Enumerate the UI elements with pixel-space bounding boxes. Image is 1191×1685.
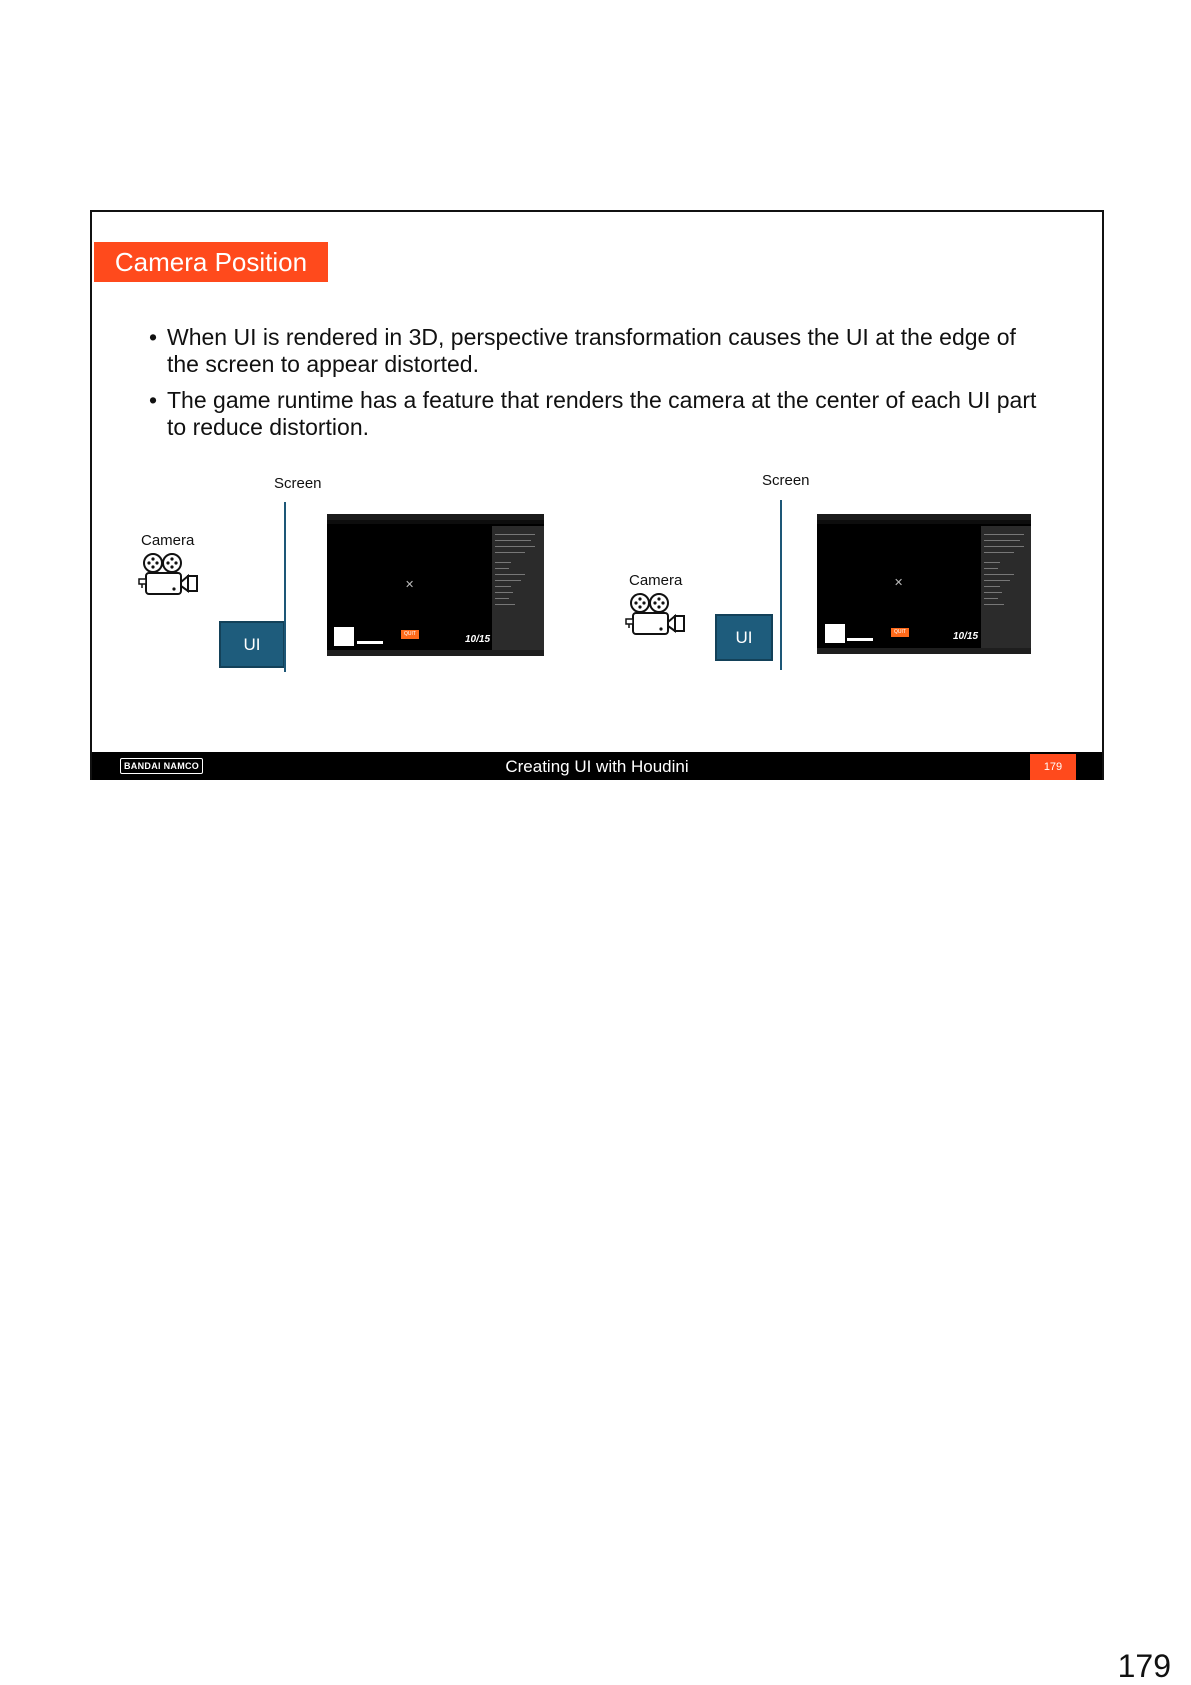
- quit-button: QUIT: [891, 628, 909, 637]
- bullet-list: [147, 324, 1047, 450]
- camera-icon: [137, 552, 203, 596]
- game-screenshot: [327, 514, 544, 656]
- menu-bar: [327, 520, 544, 524]
- bullet-dot-icon: •: [149, 387, 158, 413]
- crosshair-icon: ✕: [894, 577, 904, 589]
- bullet-item: [147, 324, 1047, 378]
- page-number: 179: [1117, 1648, 1171, 1684]
- screen-plane-line: [780, 500, 782, 670]
- footer-title: Creating UI with Houdini: [505, 757, 689, 776]
- properties-panel: [492, 526, 544, 650]
- menu-bar: [817, 520, 1031, 524]
- slide-title: Camera Position: [94, 242, 328, 282]
- bandai-namco-logo: BANDAI NAMCO: [120, 758, 203, 774]
- ui-square: [334, 627, 354, 646]
- fps-counter: 10/15: [465, 634, 491, 645]
- bullet-text: The game runtime has a feature that renders the camera at the center of each UI part to reduce distortion.: [167, 387, 1037, 440]
- properties-panel: [981, 526, 1031, 648]
- crosshair-icon: ✕: [405, 579, 415, 591]
- slide-footer: [92, 752, 1102, 780]
- camera-label: Camera: [629, 572, 683, 589]
- bullet-item: [147, 387, 1047, 441]
- slide-number-badge: 179: [1030, 754, 1076, 780]
- screen-label: Screen: [762, 472, 810, 489]
- ui-box: UI: [219, 621, 285, 668]
- quit-button: QUIT: [401, 630, 419, 639]
- ui-bar: [847, 638, 873, 641]
- game-screenshot: [817, 514, 1031, 654]
- camera-label: Camera: [141, 532, 195, 549]
- fps-counter: 10/15: [953, 631, 979, 642]
- timeline-bar: [327, 650, 544, 656]
- screen-plane-line: [284, 502, 286, 672]
- ui-square: [825, 624, 845, 643]
- bullet-text: When UI is rendered in 3D, perspective transformation causes the UI at the edge of the screen to appear distorted.: [167, 324, 1016, 377]
- ui-box: UI: [715, 614, 773, 661]
- timeline-bar: [817, 648, 1031, 654]
- screen-label: Screen: [274, 475, 322, 492]
- ui-bar: [357, 641, 383, 644]
- slide: [90, 210, 1104, 780]
- bullet-dot-icon: •: [149, 324, 158, 350]
- camera-icon: [624, 592, 690, 636]
